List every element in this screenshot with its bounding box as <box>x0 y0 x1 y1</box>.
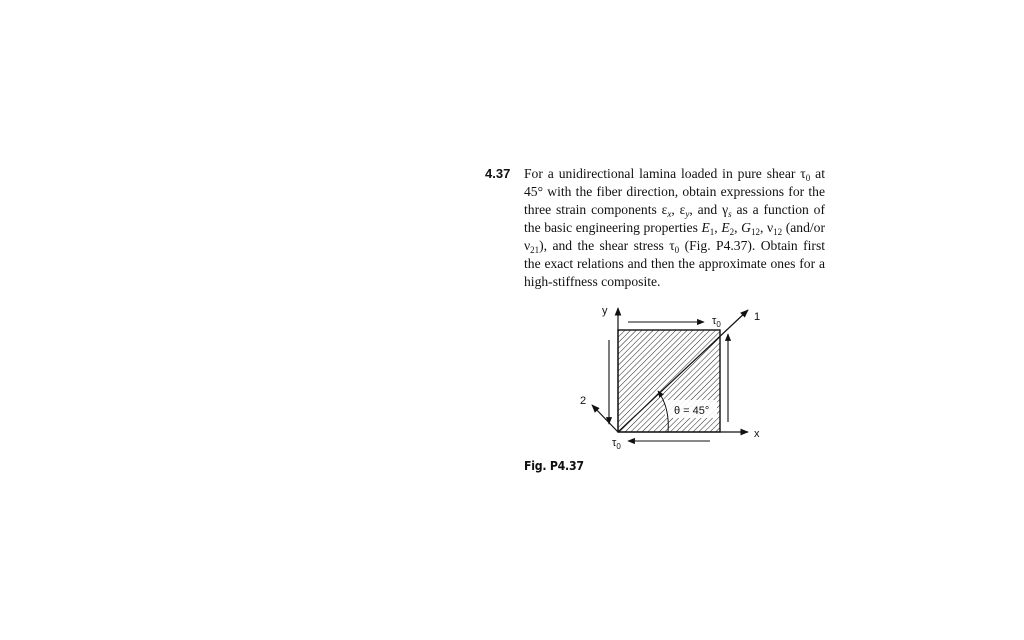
axis-label-x: x <box>754 428 760 440</box>
figure-caption: Fig. P4.37 <box>524 458 584 473</box>
shear-label-top: $\tau_0$ <box>712 315 721 329</box>
axis-label-1: 1 <box>754 311 761 323</box>
shear-figure <box>570 300 770 455</box>
problem-statement: For a unidirectional lamina loaded in pure shear $\tau_0$ at 45° with the fiber direction, obtain expressions for the three strain components $\varepsilon_x$, $\varepsilon_y$, and $\gamma_s$ as a function of the basic engineering properties $E_1$, $E_2$, $G_{12}$, $\nu_{12}$ (and/or $\nu_{21}$), and the shear stress $\tau_0$ (Fig. P4.37). Obtain first the exact relations and then the approximate ones for a high-stiffness composite. <box>524 166 826 289</box>
shear-label-bottom: $\tau_0$ <box>612 437 621 451</box>
axis-label-2: 2 <box>580 395 587 407</box>
problem-number: 4.37 <box>485 166 511 181</box>
axis-label-y: y <box>602 305 608 317</box>
angle-label: θ = 45° <box>674 405 710 417</box>
transverse-axis-2 <box>592 405 618 432</box>
